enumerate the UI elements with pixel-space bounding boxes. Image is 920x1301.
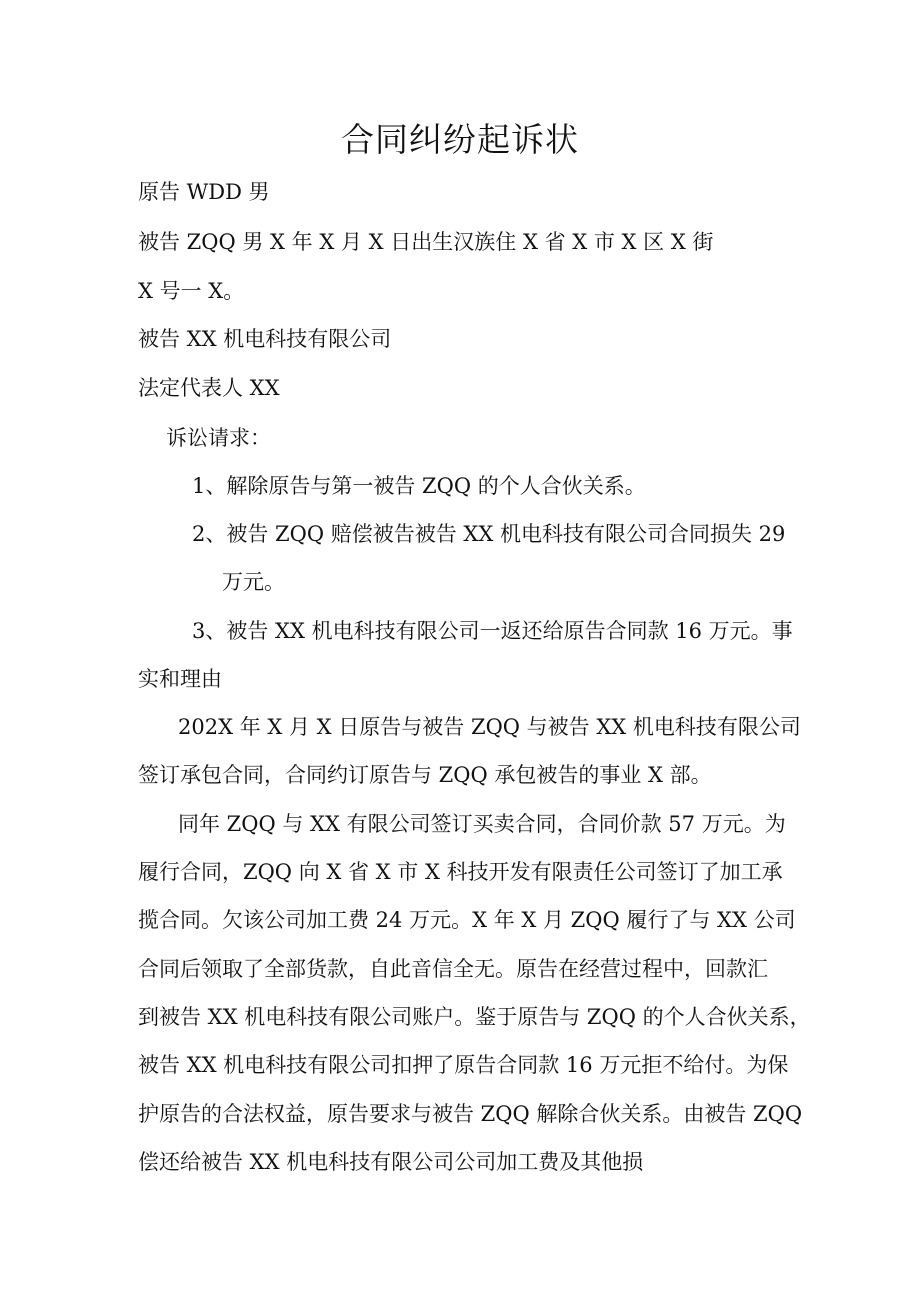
facts-line-1: 202X 年 X 月 X 日原告与被告 ZQQ 与被告 XX 机电科技有限公司 — [178, 715, 801, 739]
claim-item-3: 3、被告 XX 机电科技有限公司一返还给原告合同款 16 万元。事 — [192, 619, 793, 643]
defendant1-line-2: X 号一 X。 — [138, 279, 245, 303]
defendant2-line: 被告 XX 机电科技有限公司 — [138, 327, 392, 351]
plaintiff-line: 原告 WDD 男 — [138, 180, 270, 204]
facts-line-10: 偿还给被告 XX 机电科技有限公司公司加工费及其他损 — [138, 1150, 644, 1174]
facts-heading: 实和理由 — [138, 667, 222, 691]
facts-line-7: 到被告 XX 机电科技有限公司账户。鉴于原告与 ZQQ 的个人合伙关系， — [138, 1005, 811, 1029]
facts-line-4: 履行合同，ZQQ 向 X 省 X 市 X 科技开发有限责任公司签订了加工承 — [138, 860, 783, 884]
document-title: 合同纠纷起诉状 — [341, 120, 579, 159]
facts-line-9: 护原告的合法权益，原告要求与被告 ZQQ 解除合伙关系。由被告 ZQQ — [138, 1102, 803, 1126]
facts-line-2: 签订承包合同，合同约订原告与 ZQQ 承包被告的事业 X 部。 — [138, 763, 712, 787]
claim-item-2: 2、被告 ZQQ 赔偿被告被告 XX 机电科技有限公司合同损失 29 — [192, 522, 786, 546]
facts-line-6: 合同后领取了全部货款，自此音信全无。原告在经营过程中，回款汇 — [138, 957, 768, 981]
claim-item-1: 1、解除原告与第一被告 ZQQ 的个人合伙关系。 — [192, 474, 646, 498]
claim-item-2-cont: 万元。 — [222, 570, 285, 594]
facts-line-8: 被告 XX 机电科技有限公司扣押了原告合同款 16 万元拒不给付。为保 — [138, 1053, 789, 1077]
defendant1-line-1: 被告 ZQQ 男 X 年 X 月 X 日出生汉族住 X 省 X 市 X 区 X 街 — [138, 230, 714, 254]
facts-line-5: 揽合同。欠该公司加工费 24 万元。X 年 X 月 ZQQ 履行了与 XX 公司 — [138, 908, 796, 932]
legal-rep-line: 法定代表人 XX — [138, 376, 280, 400]
claims-heading: 诉讼请求： — [166, 426, 271, 450]
facts-line-3: 同年 ZQQ 与 XX 有限公司签订买卖合同，合同价款 57 万元。为 — [178, 812, 786, 836]
